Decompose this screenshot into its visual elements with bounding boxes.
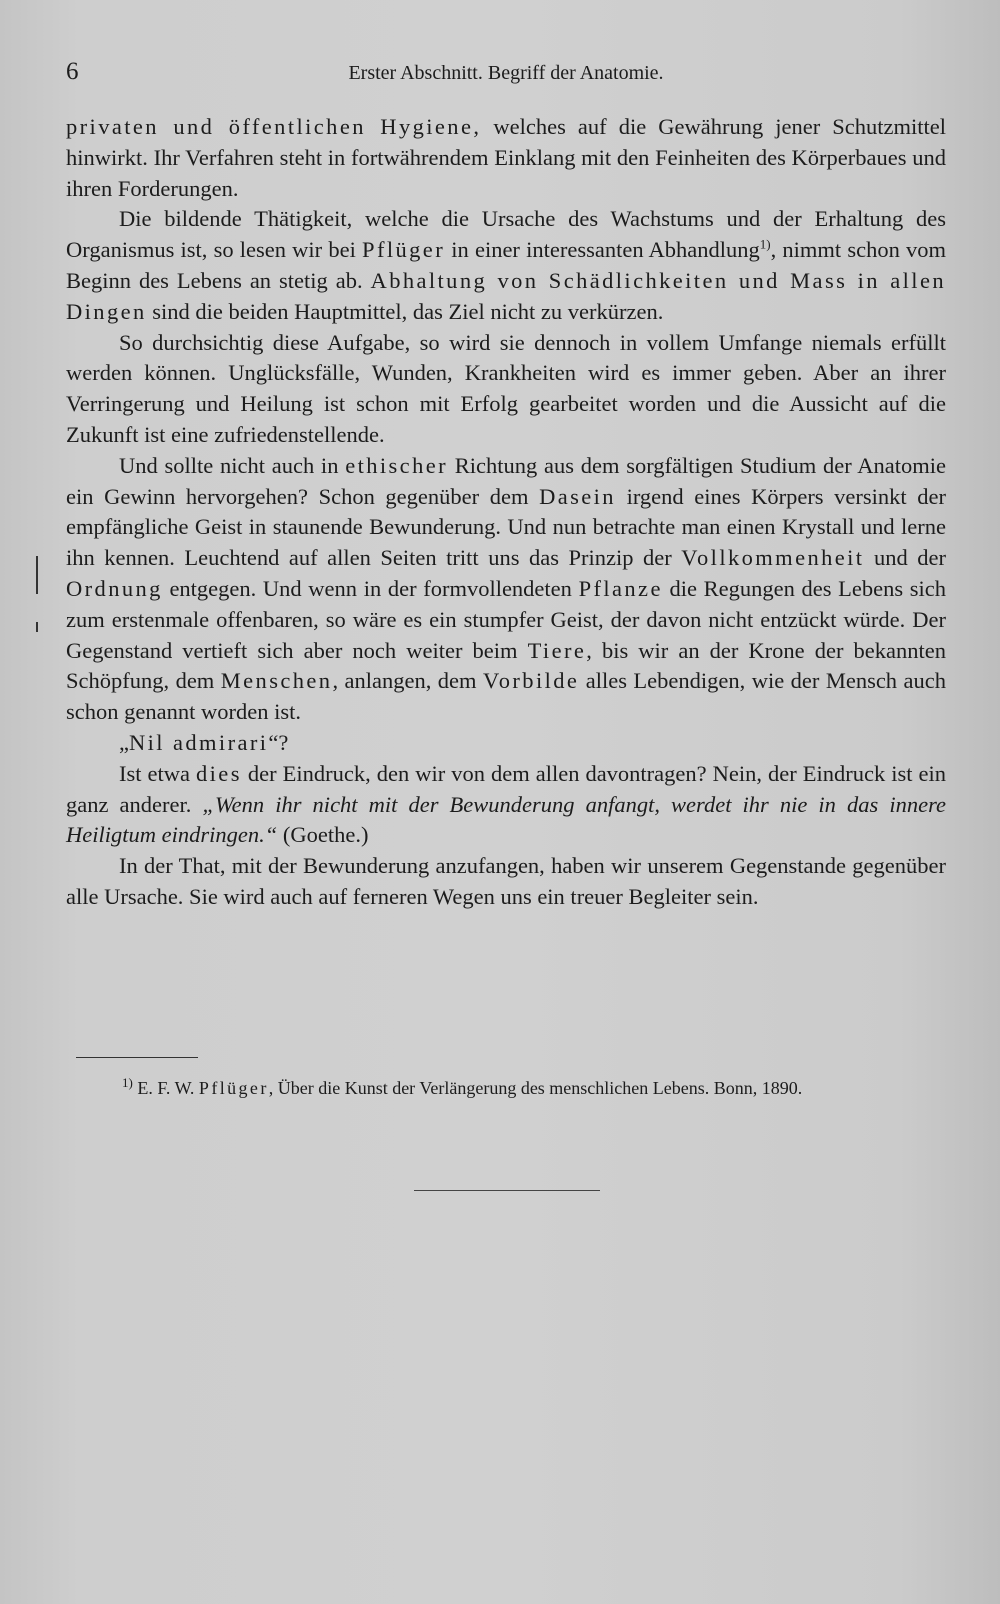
footnote-reference[interactable]: 1): [759, 236, 771, 252]
body-text: [66, 112, 946, 913]
paragraph: In der That, mit der Bewunderung anzufangen, haben wir unserem Gegenstande gegenüber alle Ursache. Sie wird auch auf ferneren Wegen uns ein treuer Begleiter sein.: [66, 853, 946, 909]
margin-pencil-mark: [36, 622, 38, 632]
paragraph: Und sollte nicht auch in ethischer Richtung aus dem sorgfältigen Studium der Anatomie ein Gewinn hervorgehen? Schon gegenüber dem Dasein irgend eines Körpers versinkt der empfängliche Geist in staunende Bewunderung. Und nun betrachte man einen Krystall und lerne ihn kennen. Leuchtend auf allen Seiten tritt uns das Prinzip der Vollkommenheit und der Ordnung entgegen. Und wenn in der formvollendeten Pflanze die Regungen des Lebens sich zum erstenmale offenbaren, so wäre es ein stumpfer Geist, der davon nicht entzückt würde. Der Gegenstand vertieft sich aber noch weiter beim Tiere, bis wir an der Krone der bekannten Schöpfung, dem Menschen, anlangen, dem Vorbilde alles Lebendigen, wie der Mensch auch schon genannt worden ist.: [66, 452, 947, 725]
running-head: Erster Abschnitt. Begriff der Anatomie.: [348, 62, 664, 84]
paragraph: Die bildende Thätigkeit, welche die Ursache des Wachstums und der Erhaltung des Organismus ist, so lesen wir bei Pflüger in einer interessanten Abhandlung$^{1)}$, nimmt schon vom Beginn des Lebens an stetig ab. Abhaltung von Schädlichkeiten und Mass in allen Dingen sind die beiden Hauptmittel, das Ziel nicht zu verkürzen.: [66, 206, 947, 324]
paragraph: So durchsichtig diese Aufgabe, so wird sie dennoch in vollem Umfange niemals erfüllt werden können. Unglücksfälle, Wunden, Krankheiten wird es immer geben. Aber an ihrer Verringerung und Heilung ist schon mit Erfolg gearbeitet worden und die Aussicht auf die Zukunft ist eine zufriedenstellende.: [66, 329, 946, 447]
page-number: 6: [66, 58, 79, 85]
page-header: [66, 58, 946, 94]
footnote: $^{1)}$ E. F. W. Pflüger, Über die Kunst der Verlängerung des menschlichen Lebens. Bonn, 1890.: [122, 1075, 803, 1098]
footnote-divider: [76, 1057, 198, 1058]
end-rule: [414, 1190, 600, 1191]
paragraph: Ist etwa dies der Eindruck, den wir von dem allen davontragen? Nein, der Eindruck ist ein ganz anderer. „Wenn ihr nicht mit der Bewunderung anfangt, werdet ihr nie in das innere Heiligtum eindringen.“ (Goethe.): [66, 760, 946, 848]
paragraph: privaten und öffentlichen Hygiene, welches auf die Gewährung jener Schutzmittel hinwirkt. Ihr Verfahren steht in fortwährendem Einklang mit den Feinheiten des Körperbaues und ihren Forderungen.: [66, 114, 946, 201]
margin-pencil-mark: [36, 556, 38, 594]
paragraph: „Nil admirari“?: [119, 729, 289, 755]
footnote-marker: 1): [122, 1075, 133, 1090]
